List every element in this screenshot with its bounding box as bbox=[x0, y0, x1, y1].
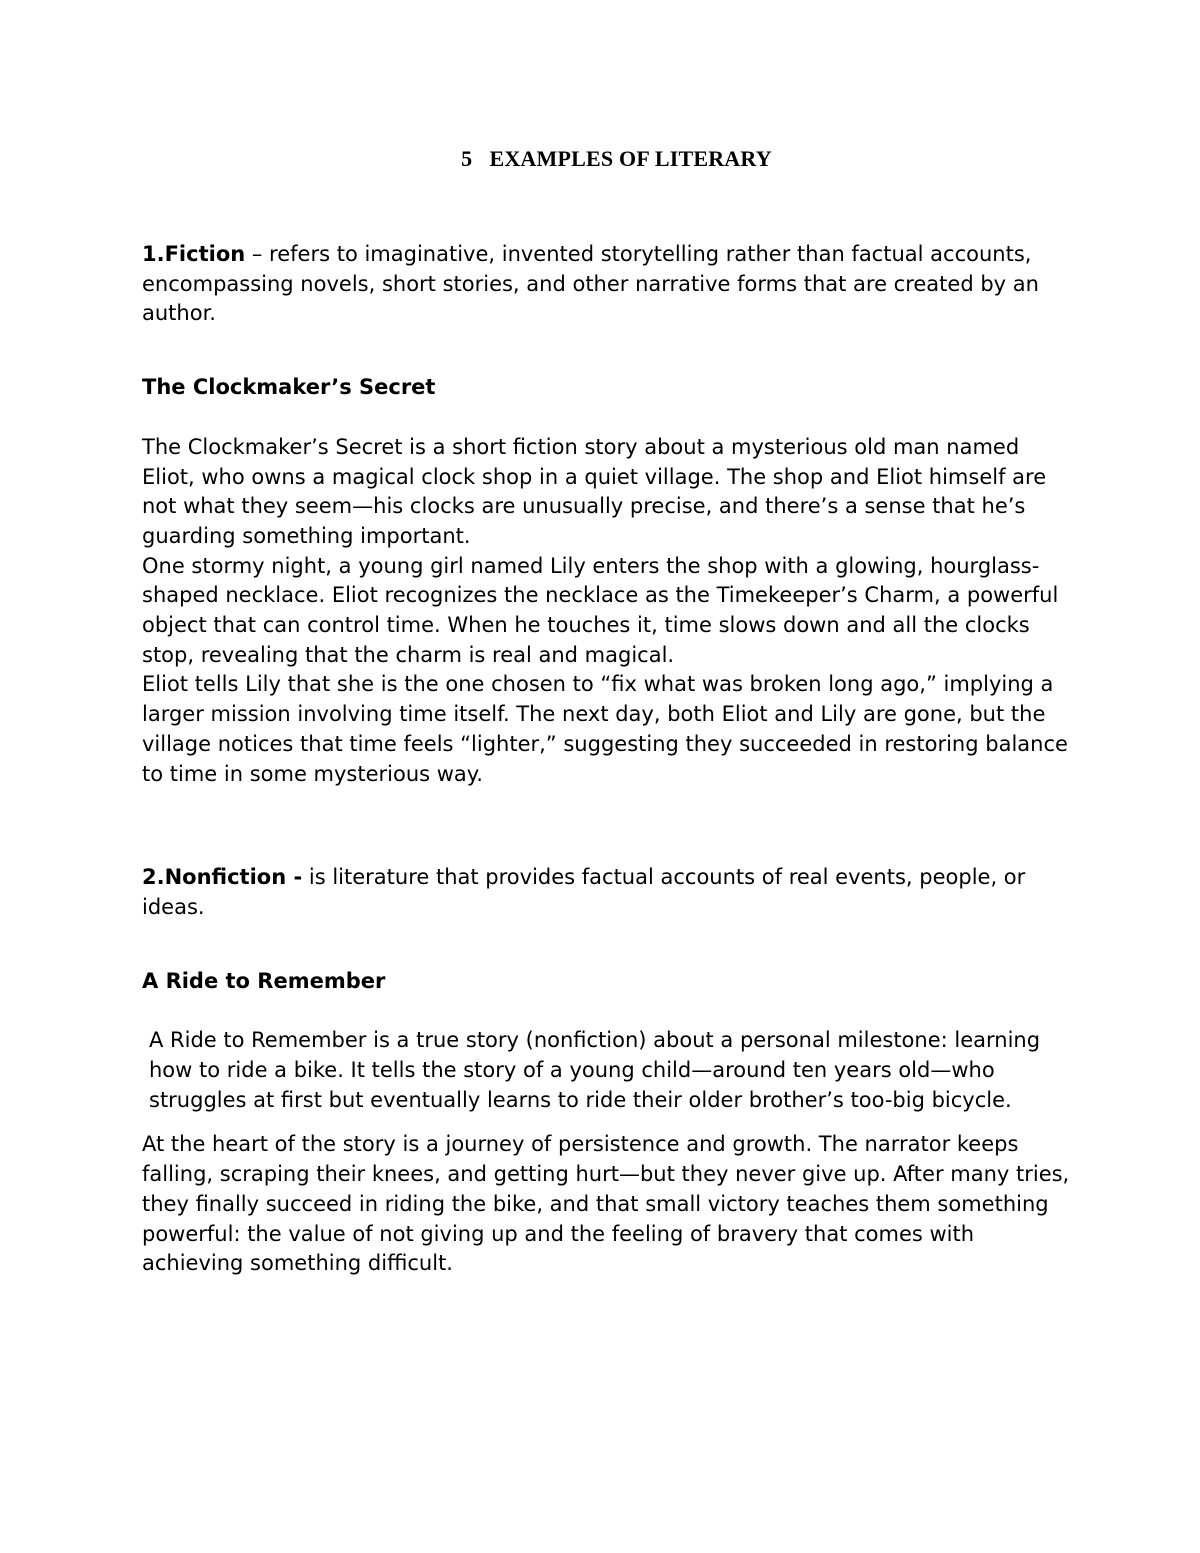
fiction-term: 1.Fiction bbox=[142, 242, 246, 266]
fiction-paragraph-2: One stormy night, a young girl named Lily enters the shop with a glowing, hourglass-shaped necklace. Eliot recognizes the necklace as the Timekeeper’s Charm, a powerful object that can control time. When he touches it, time slows down and all the clocks stop, revealing that the charm is real and magical. bbox=[142, 553, 1059, 667]
fiction-definition-text: – refers to imaginative, invented storytelling rather than factual accounts, encompassing novels, short stories, and other narrative forms that are created by an author. bbox=[142, 242, 1039, 326]
document-title: 5 EXAMPLES OF LITERARY bbox=[461, 146, 772, 171]
nonfiction-term: 2.Nonfiction - bbox=[142, 865, 303, 890]
document-body bbox=[142, 240, 1077, 1279]
nonfiction-example-title: A Ride to Remember bbox=[142, 968, 386, 993]
nonfiction-paragraph-2: At the heart of the story is a journey of persistence and growth. The narrator keeps falling, scraping their knees, and getting hurt—but they never give up. After many tries, they finally succeed in riding the bike, and that small victory teaches them something powerful: the value of not giving up and the feeling of bravery that comes with achieving something difficult. bbox=[142, 1132, 1070, 1276]
nonfiction-definition bbox=[142, 863, 1077, 922]
fiction-example-title: The Clockmaker’s Secret bbox=[142, 375, 436, 400]
nonfiction-paragraph-1: A Ride to Remember is a true story (nonfiction) about a personal milestone: learning how to ride a bike. It tells the story of a young child—around ten years old—who struggles at first but eventually learns to ride their older brother’s too-big bicycle. bbox=[149, 1028, 1041, 1112]
nonfiction-definition-text: is literature that provides factual accounts of real events, people, or ideas. bbox=[142, 865, 1026, 919]
fiction-definition bbox=[142, 240, 1077, 329]
fiction-paragraph-1: The Clockmaker’s Secret is a short fiction story about a mysterious old man named Eliot, who owns a magical clock shop in a quiet village. The shop and Eliot himself are not what they seem—his clocks are unusually precise, and there’s a sense that he’s guarding something important. bbox=[142, 434, 1047, 548]
fiction-paragraph-3: Eliot tells Lily that she is the one chosen to “fix what was broken long ago,” implying a larger mission involving time itself. The next day, both Eliot and Lily are gone, but the village notices that time feels “lighter,” suggesting they succeeded in restoring balance to time in some mysterious way. bbox=[142, 672, 1068, 786]
